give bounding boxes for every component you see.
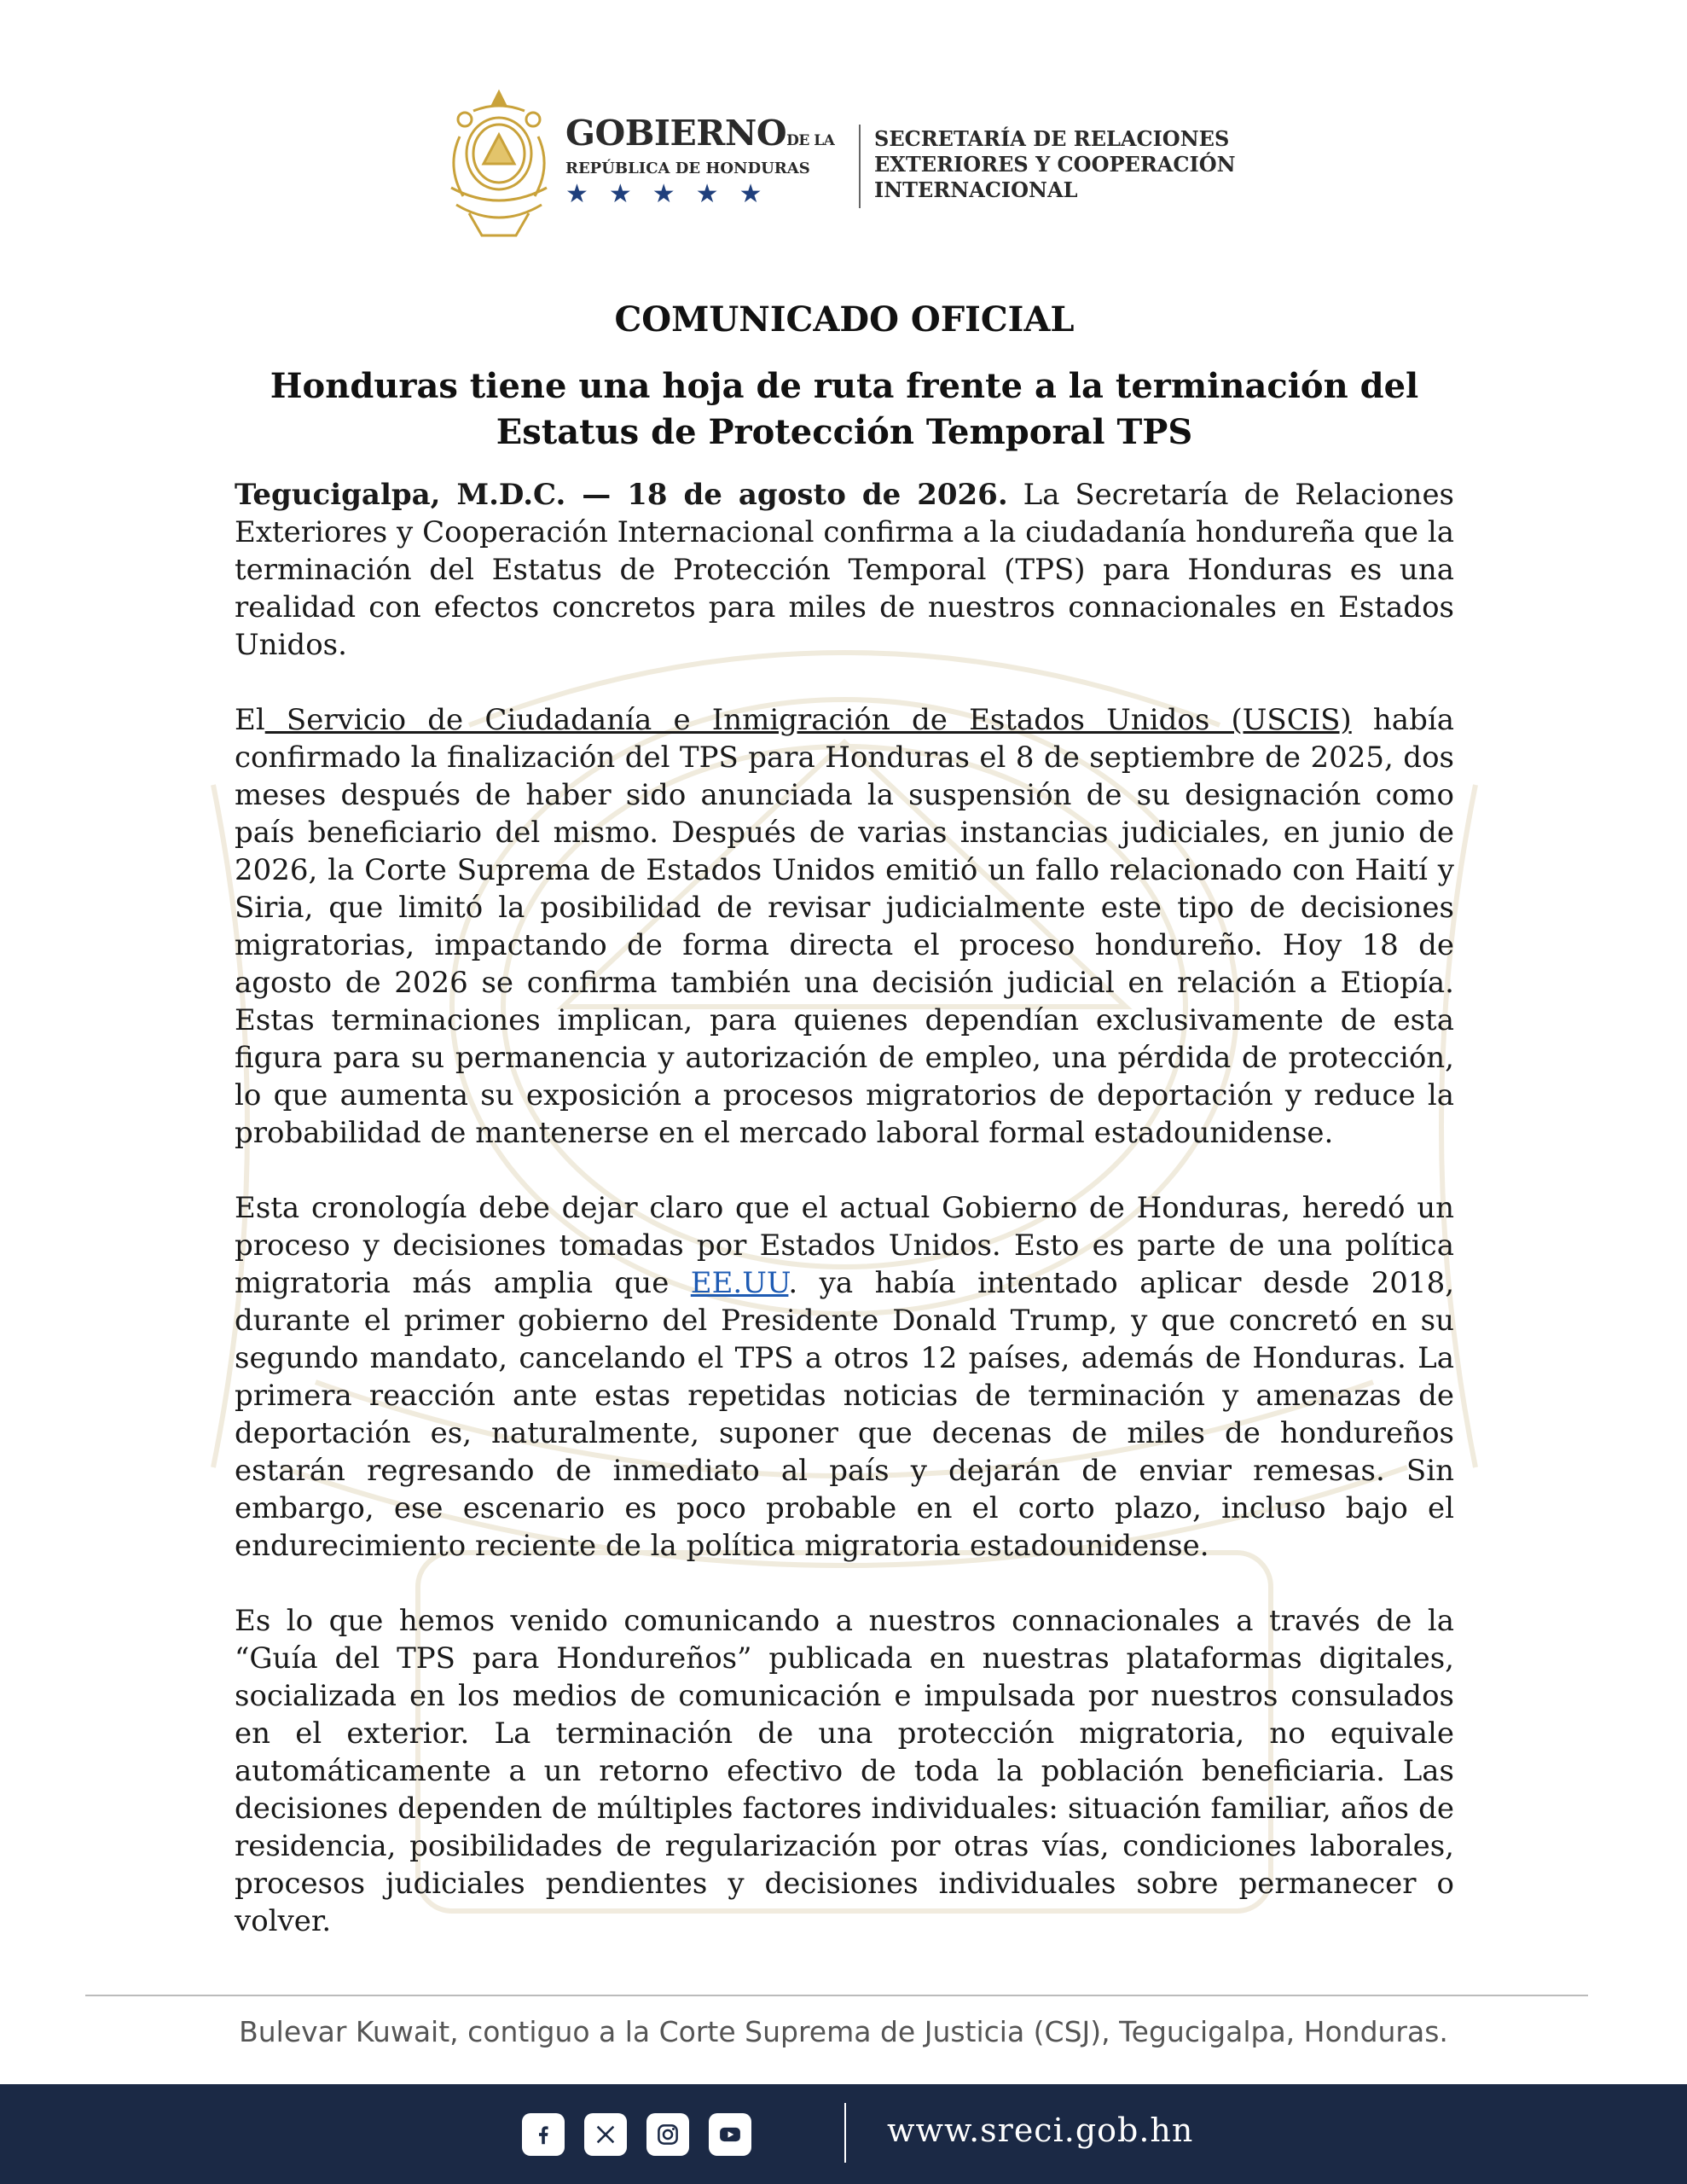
document-body — [235, 299, 1454, 1940]
paragraph-1: Tegucigalpa, M.D.C. — 18 de agosto de 2026. La Secretaría de Relaciones Exteriores y Cooperación Internacional confirma a la ciudadanía hondureña que la terminación del Estatus de Protección Temporal (TPS) para Honduras es una realidad con efectos concretos para miles de nuestros connacionales en Estados Unidos. — [235, 478, 1455, 662]
honduras-coat-of-arms-icon — [439, 85, 559, 239]
website-link[interactable]: www.sreci.gob.hn — [887, 2111, 1194, 2149]
paragraph-2: El Servicio de Ciudadanía e Inmigración de Estados Unidos (USCIS) había confirmado la finalización del TPS para Honduras el 8 de septiembre de 2025, dos meses después de haber sido anunciada la suspensión de su designación como país beneficiario del mismo. Después de varias instancias judiciales, en junio de 2026, la Corte Suprema de Estados Unidos emitió un fallo relacionado con Haití y Siria, que limitó la posibilidad de revisar judicialmente este tipo de decisiones migratorias, impactando de forma directa el proceso hondureño. Hoy 18 de agosto de 2026 se confirma también una decisión judicial en relación a Etiopía. Estas terminaciones implican, para quienes dependían exclusivamente de esta figura para su permanencia y autorización de empleo, una pérdida de protección, lo que aumenta su exposición a procesos migratorios de deportación y reduce la probabilidad de mantenerse en el mercado laboral formal estadounidense. — [235, 703, 1454, 1150]
social-icons — [522, 2113, 751, 2156]
gobierno-de-la: DE LA — [786, 132, 835, 149]
republica-subtitle: REPÚBLICA DE HONDURAS — [565, 160, 810, 177]
paragraph-3: Esta cronología debe dejar claro que el actual Gobierno de Honduras, heredó un proceso y decisiones tomadas por Estados Unidos. Esto es parte de una política migratoria más amplia que EE.UU. ya había intentado aplicar desde 2018, durante el primer gobierno del Presidente Donald Trump, y que concretó en su segundo mandato, cancelando el TPS a otros 12 países, además de Honduras. La primera reacción ante estas repetidas noticias de terminación y amenazas de deportación es, naturalmente, suponer que decenas de miles de hondureños estarán regresando de inmediato al país y dejarán de enviar remesas. Sin embargo, ese escenario es poco probable en el corto plazo, incluso bajo el endurecimiento reciente de la política migratoria estadounidense. — [235, 1191, 1455, 1563]
footer-bar — [0, 2084, 1687, 2184]
document-title: Honduras tiene una hoja de ruta frente a la terminación del Estatus de Protección Temporal TPS — [270, 366, 1419, 452]
eeuu-link[interactable]: EE.UU — [690, 1266, 789, 1300]
letterhead — [439, 85, 1292, 239]
secretaria-name: SECRETARÍA DE RELACIONES EXTERIORES Y COOPERACIÓN INTERNACIONAL — [874, 126, 1236, 202]
uscis-link[interactable]: Servicio de Ciudadanía e Inmigración de Estados Unidos (USCIS) — [264, 703, 1352, 737]
document-heading: COMUNICADO OFICIAL — [614, 299, 1075, 340]
footer-divider — [85, 1995, 1588, 1996]
header-divider — [859, 125, 861, 208]
facebook-icon[interactable] — [522, 2113, 565, 2156]
x-icon[interactable] — [584, 2113, 627, 2156]
youtube-icon[interactable] — [709, 2113, 751, 2156]
footer-address: Bulevar Kuwait, contiguo a la Corte Suprema de Justicia (CSJ), Tegucigalpa, Honduras. — [239, 2015, 1448, 2048]
paragraph-4: Es lo que hemos venido comunicando a nuestros connacionales a través de la “Guía del TPS para Hondureños” publicada en nuestras plataformas digitales, socializada en los medios de comunicación e impulsada por nuestros consulados en el exterior. La terminación de una protección migratoria, no equivale automáticamente a un retorno efectivo de toda la población beneficiaria. Las decisiones dependen de múltiples factores individuales: situación familiar, años de residencia, posibilidades de regularización por otras vías, condiciones laborales, procesos judiciales pendientes y decisiones individuales sobre permanecer o volver. — [235, 1604, 1454, 1938]
instagram-icon[interactable] — [646, 2113, 689, 2156]
gobierno-title: GOBIERNO — [565, 113, 787, 154]
stars-row: ★★★★★ — [565, 179, 783, 209]
dateline: Tegucigalpa, M.D.C. — 18 de agosto de 2026. — [235, 478, 1008, 512]
footer-bar-divider — [844, 2103, 846, 2163]
